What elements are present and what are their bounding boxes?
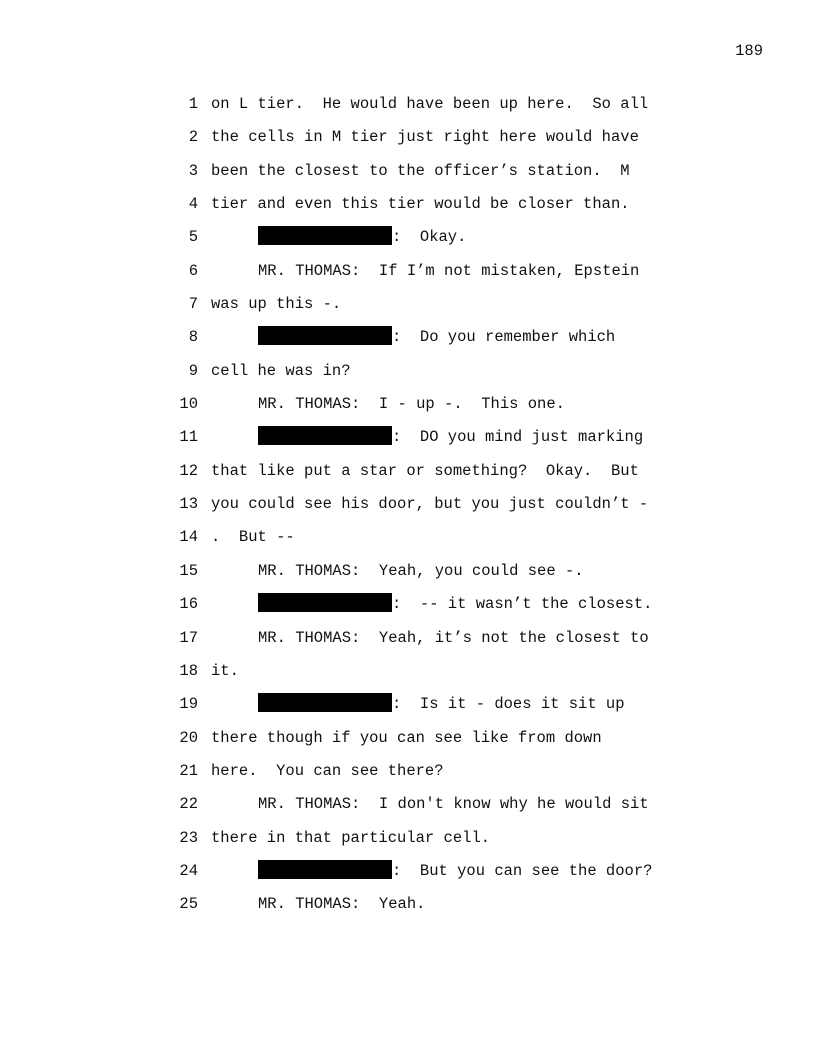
line-number: 23: [179, 828, 198, 847]
line-text: : -- it wasn’t the closest.: [392, 595, 653, 614]
redaction-block: [258, 593, 392, 612]
line-text: the cells in M tier just right here would have: [211, 128, 639, 147]
line-text: cell he was in?: [211, 361, 351, 380]
line-number: 4: [188, 195, 198, 214]
transcript-line: [170, 159, 690, 192]
line-text: it.: [211, 661, 239, 680]
transcript-line: [170, 192, 690, 225]
transcript-line: [170, 759, 690, 792]
line-number: 14: [179, 528, 198, 547]
line-text: . But --: [211, 528, 295, 547]
line-number: 21: [179, 761, 198, 780]
line-number: 11: [179, 428, 198, 447]
transcript-line: [170, 392, 690, 425]
transcript-line: [170, 659, 690, 692]
transcript-line: [170, 225, 690, 258]
line-number: 18: [179, 661, 198, 680]
line-text: : Okay.: [392, 228, 467, 247]
line-text: there in that particular cell.: [211, 828, 491, 847]
line-text: MR. THOMAS: I don't know why he would sit: [258, 795, 649, 814]
transcript-line: [170, 826, 690, 859]
transcript-line: [170, 492, 690, 525]
transcript-line: [170, 125, 690, 158]
line-text: MR. THOMAS: If I’m not mistaken, Epstein: [258, 261, 640, 280]
line-number: 16: [179, 595, 198, 614]
page-number: 189: [735, 42, 763, 60]
redaction-block: [258, 693, 392, 712]
line-number: 10: [179, 395, 198, 414]
transcript-line: [170, 626, 690, 659]
transcript-line: [170, 859, 690, 892]
line-number: 22: [179, 795, 198, 814]
line-number: 17: [179, 628, 198, 647]
transcript-line: [170, 892, 690, 925]
transcript-line: [170, 692, 690, 725]
line-number: 1: [188, 95, 198, 113]
transcript-line: [170, 259, 690, 292]
transcript-line: [170, 92, 690, 125]
line-text: MR. THOMAS: I - up -. This one.: [258, 395, 565, 414]
line-number: 24: [179, 861, 198, 880]
line-text: on L tier. He would have been up here. So all: [211, 95, 649, 113]
line-text: there though if you can see like from down: [211, 728, 602, 747]
line-text: MR. THOMAS: Yeah, you could see -.: [258, 561, 584, 580]
line-text: you could see his door, but you just couldn’t -: [211, 495, 649, 514]
transcript-line: [170, 592, 690, 625]
line-text: that like put a star or something? Okay. But: [211, 461, 639, 480]
line-number: 7: [188, 295, 198, 314]
redaction-block: [258, 226, 392, 245]
transcript-line: [170, 525, 690, 558]
line-number: 25: [179, 895, 198, 914]
transcript-line: [170, 292, 690, 325]
transcript-body: [170, 92, 690, 926]
line-text: MR. THOMAS: Yeah, it’s not the closest to: [258, 628, 649, 647]
transcript-line: [170, 325, 690, 358]
line-number: 5: [188, 228, 198, 247]
line-number: 13: [179, 495, 198, 514]
transcript-line: [170, 359, 690, 392]
redaction-block: [258, 860, 392, 879]
transcript-line: [170, 726, 690, 759]
line-number: 20: [179, 728, 198, 747]
redaction-block: [258, 326, 392, 345]
line-text: : Do you remember which: [392, 328, 616, 347]
line-text: tier and even this tier would be closer than.: [211, 195, 630, 214]
line-number: 8: [188, 328, 198, 347]
line-text: : Is it - does it sit up: [392, 695, 625, 714]
line-text: MR. THOMAS: Yeah.: [258, 895, 426, 914]
transcript-line: [170, 425, 690, 458]
line-text: : But you can see the door?: [392, 861, 653, 880]
line-text: : DO you mind just marking: [392, 428, 644, 447]
line-number: 19: [179, 695, 198, 714]
line-text: been the closest to the officer’s station. M: [211, 161, 630, 180]
line-number: 3: [188, 161, 198, 180]
line-text: was up this -.: [211, 295, 342, 314]
line-number: 12: [179, 461, 198, 480]
transcript-line: [170, 559, 690, 592]
transcript-line: [170, 459, 690, 492]
line-number: 15: [179, 561, 198, 580]
transcript-line: [170, 792, 690, 825]
line-number: 2: [188, 128, 198, 147]
line-text: here. You can see there?: [211, 761, 444, 780]
line-number: 9: [188, 361, 198, 380]
redaction-block: [258, 426, 392, 445]
line-number: 6: [188, 261, 198, 280]
